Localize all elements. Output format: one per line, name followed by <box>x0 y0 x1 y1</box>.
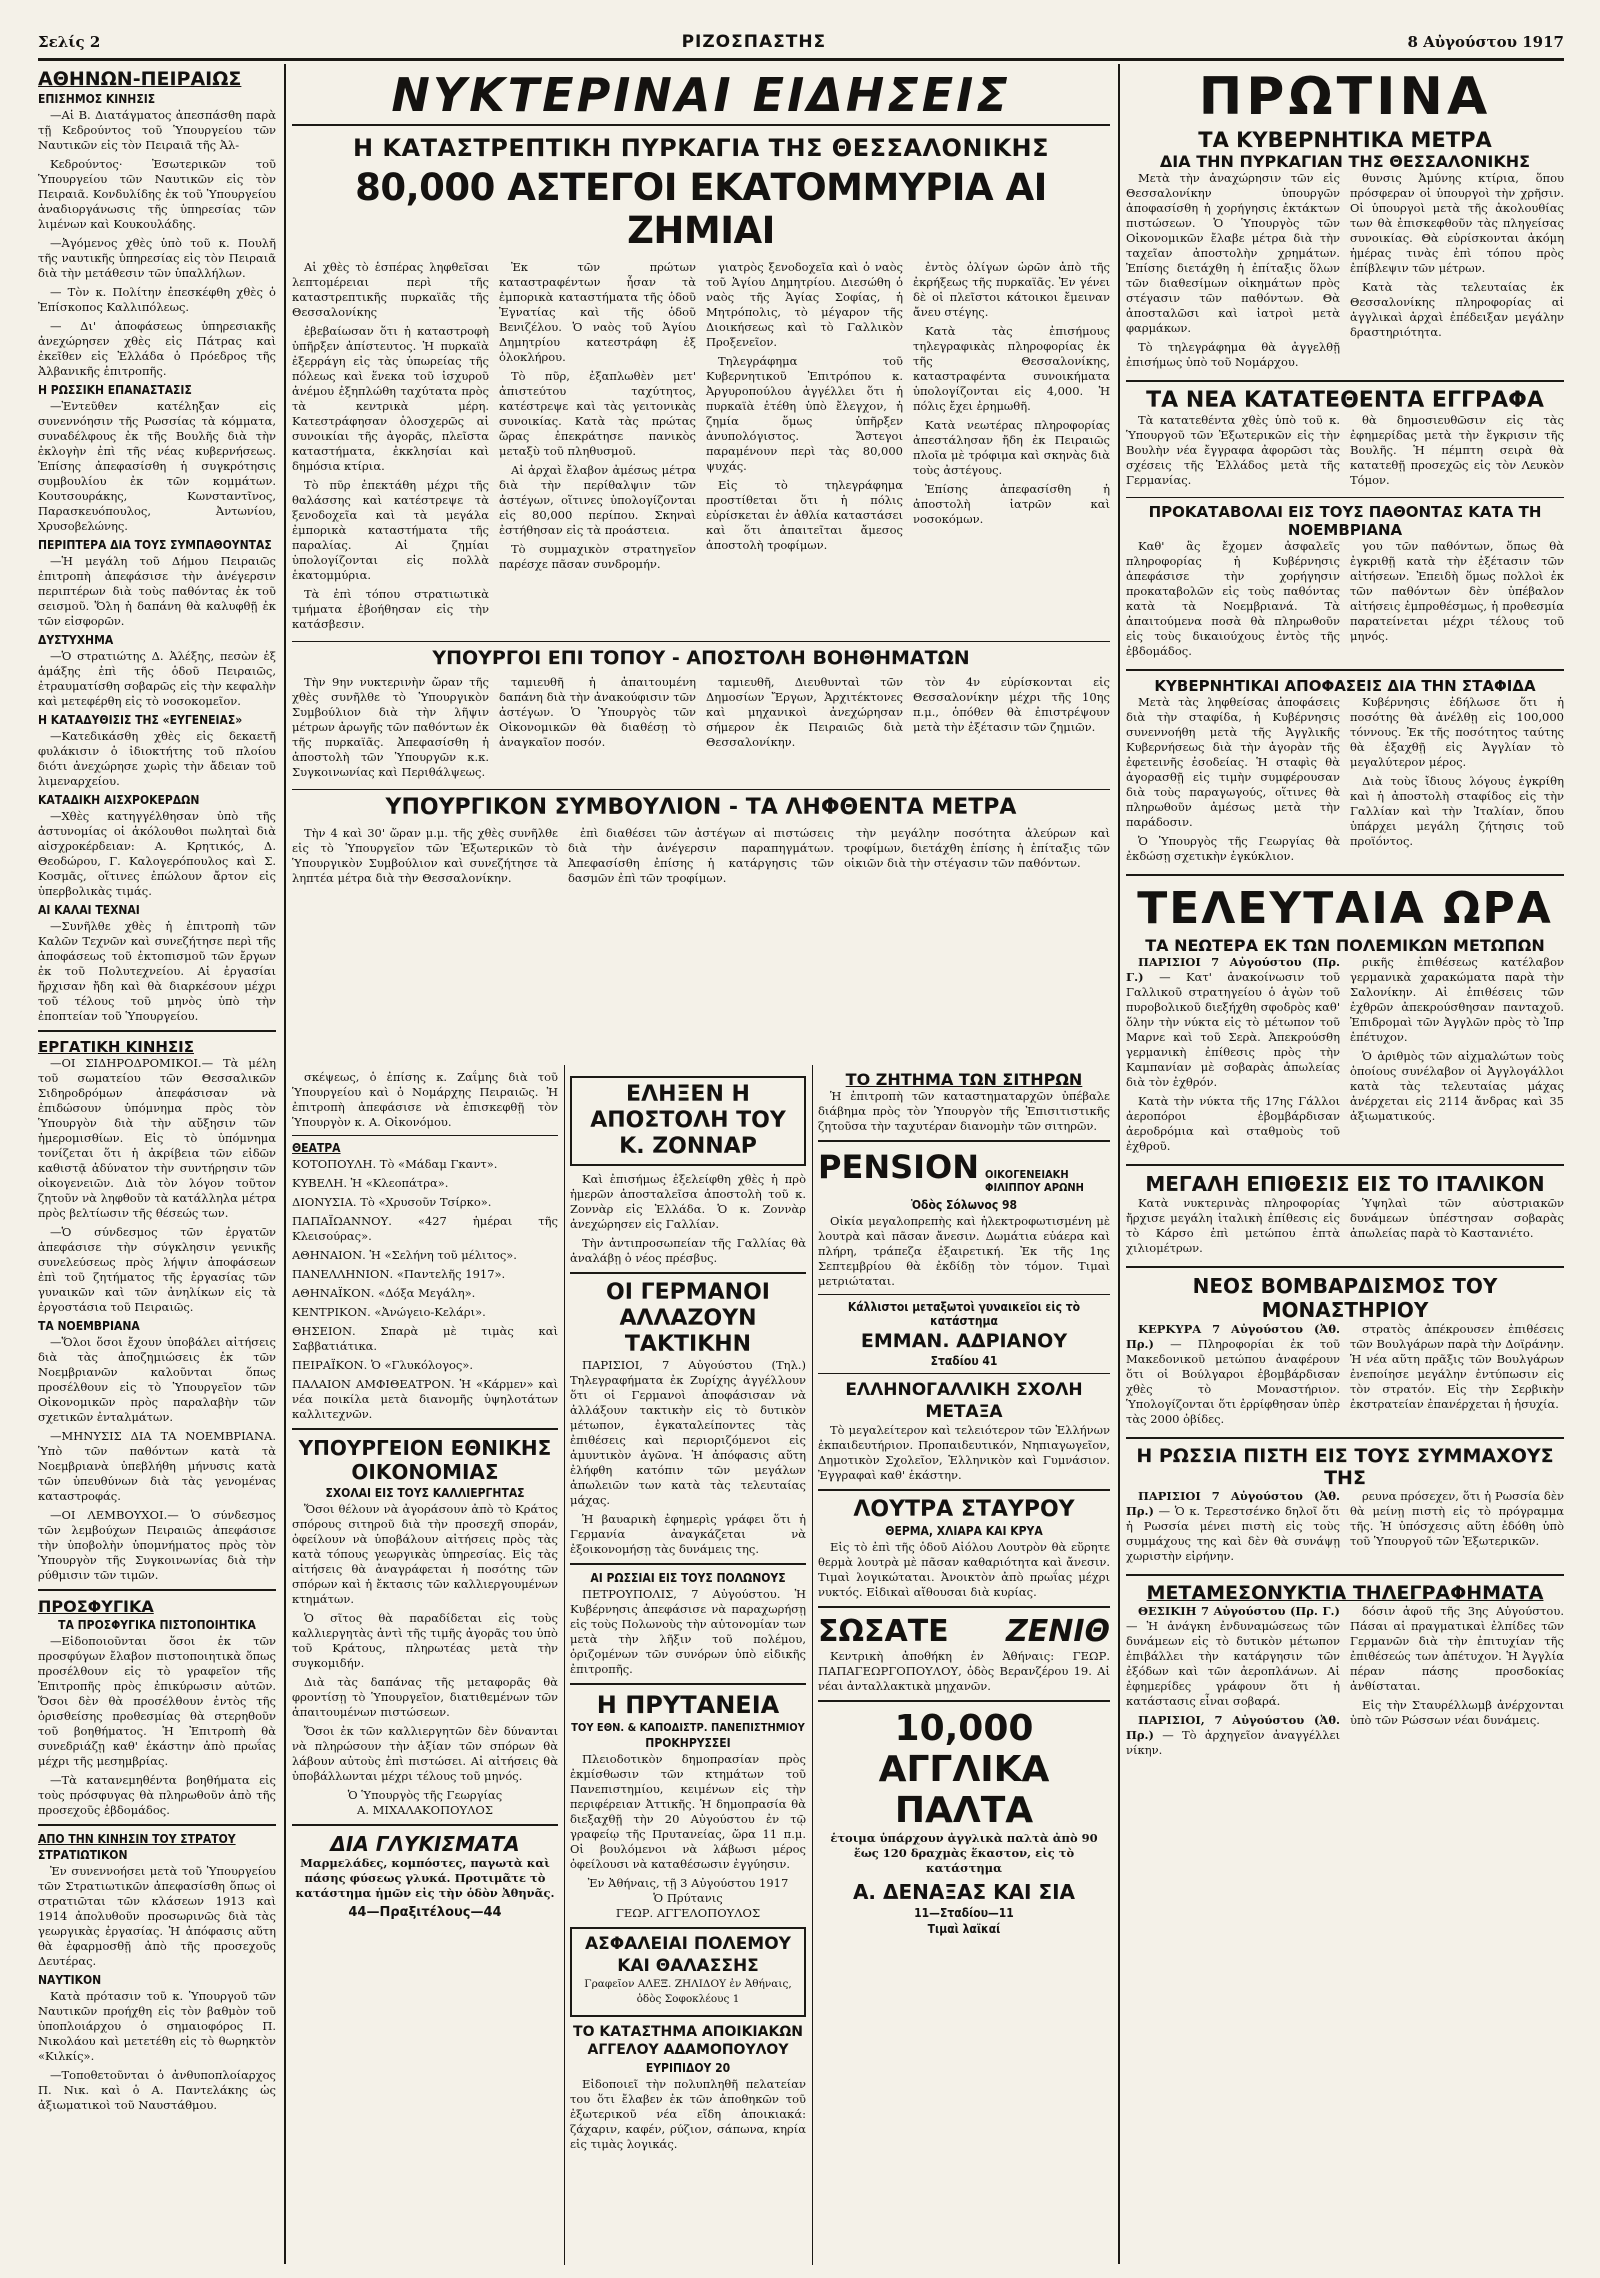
article-text: Κατὰ τὴν νύκτα τῆς 17ης Γάλλοι ἀεροπόροι ἐβομβάρδισαν ἀεροδρόμια καὶ σταθμοὺς τοῦ ἐχθροῦ. <box>1126 1094 1340 1153</box>
subheading: ΣΧΟΛΑΙ ΕΙΣ ΤΟΥΣ ΚΑΛΛΙΕΡΓΗΤΑΣ <box>325 1486 525 1500</box>
article-text: Ἐπίσης ἀπεφασίσθη ἡ ἀποστολὴ ἰατρῶν καὶ νοσοκόμων. <box>913 482 1110 526</box>
article-columns <box>1126 1322 1564 1431</box>
section-divider <box>38 1030 276 1032</box>
article-text: Κατὰ νυκτερινὰς πληροφορίας ἤρχισε μεγάλη ἰταλικὴ ἐπίθεσις εἰς τὸ Κάρσο ἐπὶ μετώπου ἑπτὰ χιλιομέτρων. <box>1126 1196 1340 1255</box>
article-text: ΠΑΡΙΣΙΟΙ, 7 Αὐγούστου (Ἀθ. Πρ.) — Τὸ ἀρχηγεῖον ἀναγγέλλει νίκην. <box>1126 1713 1340 1757</box>
article-text: ταμιευθῆ, Διευθυνταὶ τῶν Δημοσίων Ἔργων, Ἀρχιτέκτονες καὶ μηχανικοὶ ἀνεχώρησαν σήμερον ἐκ Πειραιῶς διὰ Θεσσαλονίκην. <box>706 675 903 749</box>
listing: ΘΗΣΕΙΟΝ. Σπαρὰ μὲ τιμὰς καὶ Σαββατιάτικα. <box>292 1324 558 1353</box>
article-text: ΘΕΣΙΚΙΗ 7 Αὐγούστου (Πρ. Γ.) — Ἡ ἀνάγκη ἐνδυναμώσεως τῶν δυνάμεων εἰς τὸ δυτικὸν μέτωπον ἐπιβάλλει τὴν κατάργησιν τῶν ἐξόδων καὶ τῶν ἀεροπλάνων. Αἱ ἐφημερίδες γράφουν ὅτι ἡ κατάστασις εἶναι σοβαρά. <box>1126 1604 1340 1708</box>
section-divider <box>570 1272 806 1274</box>
article-text: θὰ δημοσιευθῶσιν εἰς τὰς ἐφημερίδας μετὰ τὴν ἔγκρισιν τῆς Βουλῆς. Ἡ πέμπτη σειρὰ θὰ κατατεθῇ προσεχῶς εἰς τὸν Λευκὸν Τόμον. <box>1350 413 1564 487</box>
ad-title: ΕΜΜΑΝ. ΑΔΡΙΑΝΟΥ <box>860 1330 1068 1352</box>
article-text: ἐβεβαίωσαν ὅτι ἡ καταστροφὴ ὑπῆρξεν ἀπίστευτος. Ἡ πυρκαϊὰ ἐξερράγη εἰς τὰς ὑπωρείας τῆς πόλεως καὶ ἕνεκα τοῦ ἰσχυροῦ ἀνέμου ἐξηπλώθη ταχύτατα πρὸς τὰ κεντρικὰ μέρη. Κατεστράφησαν ὁλοσχερῶς αἱ συνοικίαι τῆς ἀγορᾶς, πλεῖστα καταστήματα, ἐκκλησίαι καὶ δημόσια κτίρια. <box>292 324 489 473</box>
article-text: —Ἐντεῦθεν κατέληξαν εἰς συνεννόησιν τῆς Ρωσσίας τὰ κόμματα, συναδέλφους ἐκ τῆς Βουλῆς διὰ τὴν ἐκλογὴν ἐπὶ τῆς νέας κυβερνήσεως. Ἐπίσης ἀπεφασίσθη ἡ συγκρότησις συμβουλίου ἐκ τῶν κομμάτων. Κουτσουράκης, Κωνσταντῖνος, Παρασκευόπουλος, Ἀντωνίου, Χρυσοβελώνης. <box>38 399 276 533</box>
article-text: —ΟΙ ΣΙΔΗΡΟΔΡΟΜΙΚΟΙ.— Τὰ μέλη τοῦ σωματείου τῶν Θεσσαλικῶν Σιδηροδρόμων ἀπεφάσισαν νὰ ἐπιδώσουν ὑπόμνημα πρὸς τὸν Ὑπουργὸν διὰ τὴν αὔξησιν τῶν ἡμερομισθίων. Εἰς τὸ ὑπόμνημα τονίζεται ὅτι ἡ ἀκρίβεια τῶν εἰδῶν καθιστᾷ ἀδύνατον τὴν συντήρησιν τῶν οἰκογενειῶν. Διὰ τὸν λόγον τοῦτον ζητοῦν νὰ ληφθοῦν τὰ κατάλληλα μέτρα πρὸς βελτίωσιν τῆς θέσεώς των. <box>38 1056 276 1220</box>
article-column <box>1126 539 1340 663</box>
article-text: ταμιευθῆ ἡ ἀπαιτουμένη δαπάνη διὰ τὴν ἀνακούφισιν τῶν ἀστέγων. Ὁ Ὑπουργὸς τῶν Οἰκονομικῶν θὰ διαθέσῃ τὸ ἀναγκαῖον ποσόν. <box>499 675 696 749</box>
article-text: Τὸ τηλεγράφημα θὰ ἀγγελθῇ ἐπισήμως ὑπὸ τοῦ Νομάρχου. <box>1126 340 1340 369</box>
article-text: Τὰ κατατεθέντα χθὲς ὑπὸ τοῦ κ. Ὑπουργοῦ τῶν Ἐξωτερικῶν εἰς τὴν Βουλὴν νέα ἔγγραφα ἀφορῶσι τὰς σχέσεις τῆς Ἑλλάδος μετὰ τῆς Γερμανίας. <box>1126 413 1340 487</box>
subheading: ΤΑ ΝΟΕΜΒΡΙΑΝΑ <box>38 1319 140 1333</box>
section-divider <box>1126 497 1564 498</box>
ad-title: ΔΙΑ ΓΛΥΚΙΣΜΑΤΑ <box>330 1832 520 1856</box>
ad-row <box>818 1614 1110 1649</box>
section-title: ΕΡΓΑΤΙΚΗ ΚΙΝΗΣΙΣ <box>38 1038 195 1056</box>
section-title: ΑΘΗΝΩΝ-ΠΕΙΡΑΙΩΣ <box>38 68 242 90</box>
article-text: γιατρὸς ξενοδοχεῖα καὶ ὁ ναὸς τοῦ Ἁγίου Δημητρίου. Διεσώθη ὁ ναὸς τῆς Ἁγίας Σοφίας, ἡ Μητρόπολις, τὸ μέγαρον τῆς Διοικήσεως καὶ τὸ Γαλλικὸν Προξενεῖον. <box>706 260 903 349</box>
ad-brand: ΖΕΝΙΘ <box>1005 1614 1110 1649</box>
headline: ΥΠΟΥΡΓΙΚΟΝ ΣΥΜΒΟΥΛΙΟΝ - ΤΑ ΛΗΦΘΕΝΤΑ ΜΕΤΡΑ <box>385 795 1017 820</box>
article-text: —Κατεδικάσθη χθὲς εἰς δεκαετῆ φυλάκισιν ὁ ἰδιοκτήτης τοῦ πλοίου διότι ἀνεχώρησε χωρὶς τὴν ἄδειαν τοῦ λιμεναρχείου. <box>38 729 276 788</box>
section-divider <box>818 1700 1110 1702</box>
subheading: ΤΟΥ ΕΘΝ. & ΚΑΠΟΔΙΣΤΡ. ΠΑΝΕΠΙΣΤΗΜΙΟΥ <box>571 1721 805 1734</box>
article-text: Αἱ ἀρχαὶ ἔλαβον ἀμέσως μέτρα διὰ τὴν περίθαλψιν τῶν ἀστέγων, οἵτινες ὑπολογίζονται εἰς 80,000 περίπου. Σκηναὶ ἐστήθησαν εἰς τὰ προάστεια. <box>499 463 696 537</box>
ad-address: 11—Σταδίου—11 <box>914 1906 1014 1920</box>
article-text: Ὁ Ὑπουργὸς τῆς Γεωργίας θὰ ἐκδώσῃ σχετικὴν ἐγκύκλιον. <box>1126 834 1340 863</box>
article-text: — Δι' ἀποφάσεως ὑπηρεσιακῆς ἀνεχώρησεν χθὲς εἰς Πάτρας καὶ ἐκεῖθεν εἰς Ἑλλάδα ὁ Πρόεδρος τῆς Ἀλβανικῆς ἐπιτροπῆς. <box>38 319 276 378</box>
ad-subtitle: ΘΕΡΜΑ, ΧΛΙΑΡΑ ΚΑΙ ΚΡΥΑ <box>885 1524 1043 1538</box>
article-column <box>1126 1604 1340 1762</box>
article-column <box>844 826 1110 890</box>
article-column <box>292 675 489 784</box>
section-divider <box>38 1824 276 1826</box>
section-divider <box>292 1135 558 1136</box>
article-columns <box>1126 1604 1564 1762</box>
headline: Η ΠΡΥΤΑΝΕΙΑ <box>596 1691 780 1719</box>
column-divider <box>564 1065 565 2265</box>
article-text: ΠΑΡΙΣΙΟΙ, 7 Αὐγούστου (Τηλ.) Τηλεγραφήματα ἐκ Ζυρίχης ἀγγέλλουν ὅτι οἱ Γερμανοὶ ἀποφάσισαν νὰ ἀλλάξουν τακτικὴν εἰς τὸ δυτικὸν μέτωπον, ἐγκαταλείποντες τὰς ἐπιθέσεις καὶ περιοριζόμενοι εἰς ἀμυντικὸν ἀγῶνα. Ἡ ἀπόφασις αὕτη ἐλήφθη κατόπιν τῶν μεγάλων ἀπωλειῶν των κατὰ τὰς τελευταίας μάχας. <box>570 1358 806 1507</box>
article-text: σκέψεως, ὁ ἐπίσης κ. Ζαΐμης διὰ τοῦ Ὑπουργείου καὶ ὁ Νομάρχης Πειραιῶς. Ἡ ἐπιτροπὴ ἀπεφάσισε νὰ ἐπισκεφθῇ τὸν Ὑπουργὸν κ. Α. Οἰκονόμου. <box>292 1070 558 1129</box>
headline: ΚΥΒΕΡΝΗΤΙΚΑΙ ΑΠΟΦΑΣΕΙΣ ΔΙΑ ΤΗΝ ΣΤΑΦΙΔΑ <box>1154 677 1536 695</box>
subheading: Κάλλιστοι μεταξωτοὶ γυναικεῖοι εἰς τὸ κατάστημα <box>847 1300 1081 1328</box>
article-text: Ὁ ἀριθμὸς τῶν αἰχμαλώτων τοὺς ὁποίους συνέλαβον οἱ Ἀγγλογάλλοι κατὰ τὰς τελευταίας μάχας ἀνέρχεται εἰς 2114 ἄνδρας καὶ 35 ἀξιωματικούς. <box>1350 1049 1564 1123</box>
subheading: ΝΑΥΤΙΚΟΝ <box>38 1973 102 1987</box>
banner-title: ΝΥΚΤΕΡΙΝΑΙ ΕΙΔΗΣΕΙΣ <box>292 66 1110 126</box>
center-left-column <box>292 1070 558 2265</box>
ad-address: 44—Πραξιτέλους—44 <box>348 1905 502 1920</box>
headline: ΜΕΤΑΜΕΣΟΝΥΚΤΙΑ ΤΗΛΕΓΡΑΦΗΜΑΤΑ <box>1146 1582 1544 1604</box>
listing: ΚΕΝΤΡΙΚΟΝ. «Ἀνώγειο-Κελάρι». <box>292 1305 486 1319</box>
subheading: ΣΤΡΑΤΙΩΤΙΚΟΝ <box>38 1848 128 1862</box>
article-columns <box>292 675 1110 784</box>
article-column <box>1126 413 1340 492</box>
subsection-title: ΕΠΙΣΗΜΟΣ ΚΙΝΗΣΙΣ <box>38 92 156 106</box>
issue-date: 8 Αὐγούστου 1917 <box>1407 33 1564 51</box>
section-divider <box>1126 1574 1564 1576</box>
section-divider <box>292 1824 558 1826</box>
ad-brand: Α. ΔΕΝΑΞΑΣ ΚΑΙ ΣΙΑ <box>852 1880 1076 1904</box>
column-divider <box>1118 64 1120 2264</box>
ad-box <box>570 1076 806 1166</box>
subheading: ΘΕΑΤΡΑ <box>292 1141 341 1155</box>
section-divider <box>818 1373 1110 1374</box>
article-text: ἐντὸς ὀλίγων ὡρῶν ἀπὸ τῆς ἐκρήξεως τῆς πυρκαϊᾶς. Ἐν γένει δὲ οἱ πλεῖστοι κάτοικοι ἔμειναν ἄνευ στέγης. <box>913 260 1110 319</box>
section-divider <box>570 1563 806 1565</box>
article-column <box>1350 1322 1564 1431</box>
article-text: Διὰ τὰς δαπάνας τῆς μεταφορᾶς θὰ φροντίσῃ τὸ Ὑπουργεῖον, διατιθεμένων τῶν ἀπαιτουμένων πιστώσεων. <box>292 1675 558 1719</box>
article-column <box>913 675 1110 784</box>
ad-note: Τιμαὶ λαϊκαί <box>927 1922 1001 1936</box>
center-right-column <box>818 1070 1110 2265</box>
article-text: —Τοποθετοῦνται ὁ ἀνθυποπλοίαρχος Π. Νικ. καὶ ὁ Α. Παντελάκης ὡς ἀξιωματικοὶ τοῦ Ναυστάθμου. <box>38 2068 276 2112</box>
headline: ΤΟ ΖΗΤΗΜΑ ΤΩΝ ΣΙΤΗΡΩΝ <box>845 1070 1083 1089</box>
article-text: Μετὰ τὰς ληφθείσας ἀποφάσεις διὰ τὴν σταφίδα, ἡ Κυβέρνησις συνεννοήθη μετὰ τῆς Ἀγγλικῆς Κυβερνήσεως διὰ τὴν ἀγορὰν τῆς ἐφετεινῆς ἐσοδείας. Ἡ σταφὶς θὰ ἀγορασθῇ εἰς τιμὴν συμφέρουσαν διὰ τοὺς παραγωγούς, οἵτινες θὰ πληρωθοῦν ἀμέσως μετὰ τὴν παράδοσιν. <box>1126 695 1340 829</box>
article-text: Κατὰ τὰς ἐπισήμους τηλεγραφικὰς πληροφορίας ἐκ τῆς Θεσσαλονίκης, καταστραφέντα συνοικήματα ὑπολογίζονται εἰς 4,000. Ἡ πόλις ἔχει ἐρημωθῆ. <box>913 324 1110 413</box>
article-text: Τὸ μεγαλείτερον καὶ τελειότερον τῶν Ἑλλήνων ἐκπαιδευτήριον. Προπαιδευτικόν, Νηπιαγωγεῖον, Δημοτικὸν Σχολεῖον, Ἑλληνικὸν καὶ Γυμνάσιον. Ἐγγραφαὶ καθ' ἑκάστην. <box>818 1423 1110 1482</box>
article-text: —ΟΙ ΛΕΜΒΟΥΧΟΙ.— Ὁ σύνδεσμος τῶν λεμβούχων Πειραιῶς ἀπεφάσισε τὴν ὑποβολὴν ὑπομνήματος πρὸς τὸν Ὑπουργὸν τῆς Συγκοινωνίας διὰ τὴν ρύθμισιν τῶν τιμῶν. <box>38 1508 276 1582</box>
article-text: — Τὸν κ. Πολίτην ἐπεσκέφθη χθὲς ὁ Ἐπίσκοπος Καλλιπόλεως. <box>38 285 276 314</box>
article-column <box>499 260 696 636</box>
article-text: ΚΕΡΚΥΡΑ 7 Αὐγούστου (Ἀθ. Πρ.) — Πληροφορίαι ἐκ τοῦ Μακεδονικοῦ μετώπου ἀναφέρουν ὅτι οἱ Βούλγαροι ἐβομβάρδισαν χθὲς τὸ Μοναστήριον. Ὑπολογίζονται ὅτι ἐρρίφθησαν ὑπὲρ τὰς 2000 ὀβίδες. <box>1126 1322 1340 1426</box>
subheading: ΑΠΟ ΤΗΝ ΚΙΝΗΣΙΝ ΤΟΥ ΣΤΡΑΤΟΥ <box>38 1832 236 1846</box>
article-text: Κυβέρνησις ἐδήλωσε ὅτι ἡ ποσότης θὰ ἀνέλθῃ εἰς 100,000 τόννους. Ἐκ τῆς ποσότητος ταύτης θὰ ἐξαχθῇ εἰς Ἀγγλίαν τὸ μεγαλύτερον μέρος. <box>1350 695 1564 769</box>
article-text: Τὴν 9ην νυκτερινὴν ὥραν τῆς χθὲς συνῆλθε τὸ Ὑπουργικὸν Συμβούλιον διὰ τὴν λῆψιν μέτρων ἀρωγῆς τῶν παθόντων ἐκ τῆς πυρκαϊᾶς. Ἀπεφασίσθη ἡ ἀποστολὴ τῶν Ὑπουργῶν κ.κ. Συγκοινωνίας καὶ Περιθάλψεως. <box>292 675 489 779</box>
article-text: Τὴν 4 καὶ 30' ὥραν μ.μ. τῆς χθὲς συνῆλθε εἰς τὸ Ὑπουργεῖον τῶν Ἐξωτερικῶν τὸ Ὑπουργικὸν Συμβούλιον καὶ συνεζήτησε τὰ ληπτέα μέτρα διὰ τὴν Θεσσαλονίκην. <box>292 826 558 885</box>
article-text: ρευνα πρόσεχεν, ὅτι ἡ Ρωσσία δὲν θὰ μείνῃ πιστὴ εἰς τὸ πρόγραμμα τῆς. Ἡ ὑπόσχεσις αὕτη ἐδόθη ὑπὸ τοῦ Ὑπουργοῦ τῶν Ἐξωτερικῶν. <box>1350 1489 1564 1548</box>
subheading: ΚΑΤΑΔΙΚΗ ΑΙΣΧΡΟΚΕΡΔΩΝ <box>38 793 200 807</box>
article-text: Κατὰ νεωτέρας πληροφορίας ἀπεστάλησαν ἤδη ἐκ Πειραιῶς πλοῖα μὲ τρόφιμα καὶ σκηνὰς διὰ τοὺς ἀστέγους. <box>913 418 1110 477</box>
section-title: ΠΡΩΤΙΝΑ <box>1198 67 1492 127</box>
article-text: ρικῆς ἐπιθέσεως κατέλαβον γερμανικὰ χαρακώματα παρὰ τὴν Σαλονίκην. Αἱ ἐπιθέσεις τῶν ἐχθρῶν ἀπεκρούσθησαν πανταχοῦ. Ἐπιδρομαὶ τῶν Ἀγγλῶν πρὸς τὸ Ἰπρ ἐπέτυχον. <box>1350 955 1564 1044</box>
section-divider <box>1126 380 1564 382</box>
article-text: Καὶ ἐπισήμως ἐξελείφθη χθὲς ἡ πρὸ ἡμερῶν ἀποσταλεῖσα ἀποστολὴ τοῦ κ. Ζοννὰρ εἰς Ἑλλάδα. Ὁ κ. Ζοννὰρ ἀνεχώρησεν εἰς Γαλλίαν. <box>570 1172 806 1231</box>
article-text: τὴν μεγάλην ποσότητα ἀλεύρων καὶ τροφίμων, διετάχθη ἐπίσης ἡ ἐπίταξις τῶν οἰκιῶν διὰ τὴν στέγασιν τῶν παθόντων. <box>844 826 1110 870</box>
article-text: —Ὁ σύνδεσμος τῶν ἐργατῶν ἀπεφάσισε τὴν σύγκλησιν γενικῆς συνελεύσεως πρὸς λήψιν ἀποφάσεων ἐπὶ τοῦ ζητήματος τῆς ἐργασίας τῶν γυναικῶν καὶ τῶν ἀνηλίκων εἰς τὰ ἐργοστάσια τοῦ Πειραιῶς. <box>38 1225 276 1314</box>
article-column <box>1126 1322 1340 1431</box>
article-text: στρατὸς ἀπέκρουσεν ἐπιθέσεις τῶν Βουλγάρων παρὰ τὴν Δοϊράνην. Ἡ νέα αὕτη πρᾶξις τῶν Βουλγάρων ἐνεποίησε μεγάλην ἐντύπωσιν εἰς τὸν στρατόν. Εἰς τὴν Σερβικὴν ἐκστρατείαν ἐπανέρχεται ἡ ἡσυχία. <box>1350 1322 1564 1411</box>
section-divider <box>292 1428 558 1430</box>
section-divider <box>818 1294 1110 1295</box>
section-divider <box>292 641 1110 642</box>
ad-title: PENSION <box>818 1148 980 1186</box>
article-column <box>499 675 696 784</box>
article-column <box>1126 695 1340 868</box>
article-text: ἐπὶ διαθέσει τῶν ἀστέγων αἱ πιστώσεις διὰ τὴν ἀνέγερσιν παραπηγμάτων. Ἀπεφασίσθη ἐπίσης ἡ κατάργησις τῶν δασμῶν ἐπὶ τῶν τροφίμων. <box>568 826 834 885</box>
headline: ΠΡΟΚΑΤΑΒΟΛΑΙ ΕΙΣ ΤΟΥΣ ΠΑΘΟΝΤΑΣ ΚΑΤΑ ΤΗ ΝΟΕΜΒΡΙΑΝΑ <box>1148 503 1542 539</box>
article-column <box>913 260 1110 636</box>
subheading: ΔΥΣΤΥΧΗΜΑ <box>38 633 114 647</box>
article-text: Ὅσοι θέλουν νὰ ἀγοράσουν ἀπὸ τὸ Κράτος σπόρους σιτηροῦ διὰ τὴν προσεχῆ σποράν, ὀφείλουν νὰ ὑποβάλουν αἰτήσεις πρὸς τὰς κατὰ τόπους γεωργικὰς ὑπηρεσίας. Εἰς τὰς αἰτήσεις θὰ ἀναγράφεται ἡ ποσότης τῶν σπόρων καὶ ἡ ἔκτασις τῶν καλλιεργουμένων κτημάτων. <box>292 1502 558 1606</box>
article-column <box>1126 1196 1340 1260</box>
ad-text: ἑτοιμα ὑπάρχουν ἀγγλικὰ παλτὰ ἀπὸ 90 ἕως 120 δραχμὰς ἕκαστον, εἰς τὸ κατάστημα <box>830 1831 1098 1875</box>
article-text: ΠΕΤΡΟΥΠΟΛΙΣ, 7 Αὐγούστου. Ἡ Κυβέρνησις ἀπεφάσισε νὰ παραχωρήσῃ εἰς τοὺς Πολωνοὺς τὴν αὐτονομίαν των μετὰ τὴν λῆξιν τοῦ πολέμου, ὁριζομένων τῶν συνόρων ὑπὸ εἰδικῆς ἐπιτροπῆς. <box>570 1587 806 1676</box>
article-text: ΠΑΡΙΣΙΟΙ 7 Αὐγούστου (Πρ. Γ.) — Κατ' ἀνακοίνωσιν τοῦ Γαλλικοῦ στρατηγείου ὁ ἀγὼν τοῦ πυροβολικοῦ διεξήχθη σφοδρὸς καθ' ὅλην τὴν νύκτα εἰς τὸ μέτωπον τοῦ Μαρνε καὶ τοῦ Σερὰ. Ἀπεκρούσθη γερμανικὴ ἐπίθεσις πρὸς τὴν Καμπανίαν μὲ σοβαρὰς ἀπωλείας διὰ τὸν ἐχθρόν. <box>1126 955 1340 1089</box>
article-text: Τὸ συμμαχικὸν στρατηγεῖον παρέσχε πᾶσαν συνδρομήν. <box>499 542 696 571</box>
center-mid-column <box>570 1070 806 2265</box>
subheading: ΑΙ ΡΩΣΣΙΑΙ ΕΙΣ ΤΟΥΣ ΠΟΛΩΝΟΥΣ <box>590 1571 786 1585</box>
listing: ΠΑΛΑΙΟΝ ΑΜΦΙΘΕΑΤΡΟΝ. Ἡ «Κάρμεν» καὶ νέα ποικίλα μετὰ διανομῆς ὑψηλοτάτων καλλιτεχνῶν. <box>292 1377 558 1421</box>
ad-text: Μαρμελάδες, κομπόστες, παγωτὰ καὶ πάσης φύσεως γλυκά. Προτιμᾶτε τὸ κατάστημα ἡμῶν εἰς τὴν ὁδὸν Ἀθηνᾶς. <box>295 1856 555 1900</box>
headline: ΟΙ ΓΕΡΜΑΝΟΙ ΑΛΛΑΖΟΥΝ ΤΑΚΤΙΚΗΝ <box>606 1280 770 1357</box>
masthead-rule <box>38 58 1564 61</box>
section-divider <box>1126 669 1564 671</box>
listing: ΑΘΗΝΑΪΚΟΝ. «Δόξα Μεγάλη». <box>292 1286 476 1300</box>
article-text: Τὴν ἀντιπροσωπείαν τῆς Γαλλίας θὰ ἀναλάβῃ ὁ νέος πρέσβυς. <box>570 1236 806 1265</box>
subheading: ΑΙ ΚΑΛΑΙ ΤΕΧΝΑΙ <box>38 903 140 917</box>
headline: ΜΕΓΑΛΗ ΕΠΙΘΕΣΙΣ ΕΙΣ ΤΟ ΙΤΑΛΙΚΟΝ <box>1145 1172 1545 1196</box>
article-columns <box>1126 1196 1564 1260</box>
ad-title: 10,000 ΑΓΓΛΙΚΑ ΠΑΛΤΑ <box>878 1708 1050 1831</box>
article-text: γου τῶν παθόντων, ὅπως θὰ ἐγκριθῇ κατὰ τὴν ἐξέτασιν τῶν αἰτήσεων. Ἐπειδὴ ὅμως πολλοὶ ἐκ τῶν παθόντων δὲν ὑπέβαλον αἰτήσεις ἐμπροθέσμως, ἡ προθεσμία παρατείνεται μέχρι τέλους τοῦ μηνός. <box>1350 539 1564 643</box>
section-divider <box>818 1140 1110 1142</box>
ad-text: Γραφεῖον ΑΛΕΞ. ΖΗΛΙΔΟΥ ἐν Ἀθήναις, ὁδὸς Σοφοκλέους 1 <box>584 1978 792 2005</box>
subheading: ΠΕΡΙΠΤΕΡΑ ΔΙΑ ΤΟΥΣ ΣΥΜΠΑΘΟΥΝΤΑΣ <box>38 538 272 552</box>
ad-title: ΕΛΗΞΕΝ Η ΑΠΟΣΤΟΛΗ ΤΟΥ Κ. ΖΟΝΝΑΡ <box>590 1082 786 1159</box>
article-text: Εἰδοποιεῖ τὴν πολυπληθῆ πελατείαν του ὅτι ἔλαβεν ἐκ τῶν ἀποθηκῶν τοῦ ἐξωτερικοῦ νέα εἴδη ἀποικιακά: ζάχαριν, καφέν, ρύζιον, σάπωνα, κηρία εἰς τιμὰς λογικάς. <box>570 2077 806 2151</box>
article-column <box>1126 1489 1340 1568</box>
article-text: Τηλεγράφημα τοῦ Κυβερνητικοῦ Ἐπιτρόπου κ. Ἀργυροπούλου ἀγγέλλει ὅτι ἡ πυρκαϊὰ ἐτέθη ὑπὸ ἔλεγχον, ἡ ζημία ὅμως ὑπῆρξεν ἀνυπολόγιστος. Ἄστεγοι παραμένουν περὶ τὰς 80,000 ψυχάς. <box>706 354 903 473</box>
article-columns <box>1126 539 1564 663</box>
headline: ΤΑ ΚΥΒΕΡΝΗΤΙΚΑ ΜΕΤΡΑ <box>1198 128 1492 152</box>
signature: Ὁ Ὑπουργὸς τῆς Γεωργίας Α. ΜΙΧΑΛΑΚΟΠΟΥΛΟΣ <box>347 1788 503 1817</box>
article-text: τὸν 4ν εὑρίσκονται εἰς Θεσσαλονίκην μέχρι τῆς 10ης π.μ., ὁπόθεν θὰ ἐπιστρέψουν μετὰ τὴν ἐξέτασιν τῶν ζημιῶν. <box>913 675 1110 734</box>
subheading: ΤΑ ΠΡΟΣΦΥΓΙΚΑ ΠΙΣΤΟΠΟΙΗΤΙΚΑ <box>58 1618 256 1632</box>
ministry-title: ΥΠΟΥΡΓΕΙΟΝ ΕΘΝΙΚΗΣ ΟΙΚΟΝΟΜΙΑΣ <box>298 1436 552 1484</box>
headline: Η ΚΑΤΑΣΤΡΕΠΤΙΚΗ ΠΥΡΚΑΓΙΑ ΤΗΣ ΘΕΣΣΑΛΟΝΙΚΗΣ <box>352 134 1050 162</box>
article-text: —ΜΗΝΥΣΙΣ ΔΙΑ ΤΑ ΝΟΕΜΒΡΙΑΝΑ. Ὑπὸ τῶν παθόντων κατὰ τὰ Νοεμβριανὰ ὑπεβλήθη μήνυσις κατὰ τῶν ὑπευθύνων διὰ τὰς γενομένας καταστροφάς. <box>38 1429 276 1503</box>
subheading: Η ΚΑΤΑΔΥΘΙΣΙΣ ΤΗΣ «ΕΥΓΕΝΕΙΑΣ» <box>38 713 243 727</box>
section-title: ΠΡΟΣΦΥΓΙΚΑ <box>38 1597 154 1616</box>
article-text: Ἐκ τῶν πρώτων καταστραφέντων ἦσαν τὰ ἐμπορικὰ καταστήματα τῆς ὁδοῦ Ἐγνατίας καὶ τῆς ὁδοῦ Βενιζέλου. Ὁ ναὸς τοῦ Ἁγίου Δημητρίου κατεστράφη ἐξ ὁλοκλήρου. <box>499 260 696 364</box>
listing: ΠΑΝΕΛΛΗΝΙΟΝ. «Παντελῆς 1917». <box>292 1267 506 1281</box>
article-text: Εἰς τὸ ἐπὶ τῆς ὁδοῦ Αἰόλου Λουτρὸν θὰ εὕρητε θερμὰ λουτρὰ μὲ πᾶσαν καθαριότητα καὶ ἄνεσιν. Τιμαὶ λογικώταται. Ἀνοικτὸν ἀπὸ πρωΐας μέχρι νυκτός. Εἰδικαὶ αἴθουσαι διὰ κυρίας. <box>818 1540 1110 1599</box>
article-text: Ὅσοι ἐκ τῶν καλλιεργητῶν δὲν δύνανται νὰ πληρώσουν τὴν ἀξίαν τῶν σπόρων θὰ λάβουν αὐτοὺς ἐπὶ πιστώσει. Αἱ αἰτήσεις θὰ ὑποβάλλωνται μέχρι τέλους τοῦ μηνός. <box>292 1724 558 1783</box>
article-text: Ἡ ἐπιτροπὴ τῶν καταστηματαρχῶν ὑπέβαλε διάβημα πρὸς τὸν Ὑπουργὸν τῆς Ἐπισιτιστικῆς ζητοῦσα τὴν ταχυτέραν διανομὴν τῶν σιτηρῶν. <box>818 1089 1110 1133</box>
article-text: Ἡ βαυαρικὴ ἐφημερὶς γράφει ὅτι ἡ Γερμανία ἀναγκάζεται νὰ ἐξοικονομήσῃ τὰς δυνάμεις της. <box>570 1512 806 1556</box>
listing: ΔΙΟΝΥΣΙΑ. Τὸ «Χρυσοῦν Τσίρκο». <box>292 1195 492 1209</box>
article-columns <box>292 260 1110 636</box>
ad-box <box>570 1927 806 2017</box>
article-text: θυνσις Ἀμύνης κτίρια, ὅπου πρόσφεραν οἱ ὑπουργοὶ τὴν χρῆσιν. Οἱ ὑπουργοὶ μετὰ τῆς ἀκολουθίας των θὰ ἐπισκεφθοῦν τὰς πληγείσας συνοικίας. Θὰ εὑρίσκονται ἀκόμη ἡμέρας τινὰς ἐπὶ τόπου πρὸς ἐπίβλεψιν τῶν μέτρων. <box>1350 171 1564 275</box>
article-text: —Τὰ κατανεμηθέντα βοηθήματα εἰς τοὺς πρόσφυγας θὰ πληρωθοῦν ἀπὸ τῆς προσεχοῦς ἑβδομάδος. <box>38 1773 276 1817</box>
headline: ΥΠΟΥΡΓΟΙ ΕΠΙ ΤΟΠΟΥ - ΑΠΟΣΤΟΛΗ ΒΟΗΘΗΜΑΤΩΝ <box>432 647 970 669</box>
article-column <box>1350 955 1564 1158</box>
article-column <box>1350 1196 1564 1260</box>
section-title: ΤΕΛΕΥΤΑΙΑ ΩΡΑ <box>1137 883 1553 934</box>
article-text: Ὁ σῖτος θὰ παραδίδεται εἰς τοὺς καλλιεργητὰς ἀντὶ τῆς τιμῆς ἀγορᾶς του ὑπὸ τοῦ Κράτους, πληρωτέας μετὰ τὴν συγκομιδήν. <box>292 1611 558 1670</box>
article-column <box>1350 413 1564 492</box>
article-text: —Αἱ Β. Διατάγματος ἀπεσπάσθη παρὰ τῇ Κεδρούντος τοῦ Ὑπουργείου τῶν Ναυτικῶν εἰς τὸν Πειραιᾶ τῆς Ἀλ- <box>38 108 276 152</box>
subheadline: ΔΙΑ ΤΗΝ ΠΥΡΚΑΓΙΑΝ ΤΗΣ ΘΕΣΣΑΛΟΝΙΚΗΣ <box>1159 152 1531 171</box>
section-divider <box>38 1589 276 1591</box>
article-text: Κατὰ τὰς τελευταίας ἐκ Θεσσαλονίκης πληροφορίας αἱ ἀγγλικαὶ ἀρχαὶ ἐπέδειξαν μεγάλην δραστηριότητα. <box>1350 280 1564 339</box>
article-column <box>706 260 903 636</box>
signature: Ἐν Ἀθήναις, τῇ 3 Αὐγούστου 1917 Ὁ Πρύτανις ΓΕΩΡ. ΑΓΓΕΛΟΠΟΥΛΟΣ <box>587 1876 789 1920</box>
right-column <box>1126 66 1564 2266</box>
article-text: Πλειοδοτικὸν δημοπρασίαν πρὸς ἐκμίσθωσιν τῶν κτημάτων τοῦ Πανεπιστημίου, κειμένων εἰς τὴν περιφέρειαν Ἀττικῆς. Ἡ δημοπρασία θὰ διεξαχθῇ τὴν 20 Αὐγούστου ἐν τῷ γραφείῳ τῆς Πρυτανείας, ὥρα 11 π.μ. Οἱ βουλόμενοι νὰ λάβωσι μέρος ὀφείλουσι νὰ καταθέσωσιν ἐγγύησιν. <box>570 1752 806 1871</box>
article-columns <box>1126 413 1564 492</box>
article-text: Ἐν συνεννοήσει μετὰ τοῦ Ὑπουργείου τῶν Στρατιωτικῶν ἀπεφασίσθη ὅπως οἱ στρατιῶται τῶν κλάσεων 1913 καὶ 1914 ἀπολυθοῦν προσωρινῶς διὰ τὰς γεωργικὰς ἐργασίας. Ἡ ἀπόφασις αὕτη θὰ ἐφαρμοσθῇ ἀπὸ τῆς προσεχοῦς Δευτέρας. <box>38 1864 276 1968</box>
article-text: —Ὁ στρατιώτης Δ. Ἀλέξης, πεσὼν ἐξ ἁμάξης ἐπὶ τῆς ὁδοῦ Πειραιῶς, ἐτραυματίσθη σοβαρῶς εἰς τὴν κεφαλὴν καὶ μετεφέρθη εἰς τὸ νοσοκομεῖον. <box>38 649 276 708</box>
article-columns <box>292 826 1110 890</box>
ad-address: Ὁδὸς Σόλωνος 98 <box>910 1198 1018 1212</box>
article-text: ΠΑΡΙΣΙΟΙ 7 Αὐγούστου (Ἀθ. Πρ.) — Ὁ κ. Τερεστσένκο δηλοῖ ὅτι ἡ Ρωσσία μένει πιστὴ εἰς τοὺς συμμάχους της καὶ δὲν θὰ συνάψῃ χωριστὴν εἰρήνην. <box>1126 1489 1340 1563</box>
headline: Η ΡΩΣΣΙΑ ΠΙΣΤΗ ΕΙΣ ΤΟΥΣ ΣΥΜΜΑΧΟΥΣ ΤΗΣ <box>1136 1445 1554 1489</box>
ad-title: ΕΛΛΗΝΟΓΑΛΛΙΚΗ ΣΧΟΛΗ ΜΕΤΑΞΑ <box>845 1380 1083 1422</box>
article-text: Κεντρικὴ ἀποθήκη ἐν Ἀθήναις: ΓΕΩΡ. ΠΑΠΑΓΕΩΡΓΟΠΟΥΛΟΥ, ὁδὸς Βερανζέρου 19. Αἱ νέαι ἀνταλλακτικὰ μηχανῶν. <box>818 1649 1110 1693</box>
section-divider <box>570 1683 806 1685</box>
section-divider <box>1126 1437 1564 1439</box>
article-text: —Εἰδοποιοῦνται ὅσοι ἐκ τῶν προσφύγων ἔλαβον πιστοποιητικὰ ὅπως προσέλθουν εἰς τὸ γραφεῖον τῆς Ἐπιτροπῆς πρὸς ἐπικύρωσιν αὐτῶν. Ὅσοι δὲν θὰ προσέλθουν ἐντὸς τῆς ὁρισθείσης προθεσμίας θὰ στερηθοῦν τοῦ βοηθήματος. Ἡ Ἐπιτροπὴ θὰ συνεδριάζῃ καθ' ἑκάστην ἀπὸ πρωΐας μέχρι τῆς μεσημβρίας. <box>38 1634 276 1768</box>
ad-title: ΛΟΥΤΡΑ ΣΤΑΥΡΟΥ <box>853 1497 1075 1522</box>
article-column <box>706 675 903 784</box>
column-divider <box>812 1065 813 2265</box>
section-divider <box>1126 874 1564 876</box>
subheadline: ΤΑ ΝΕΩΤΕΡΑ ΕΚ ΤΩΝ ΠΟΛΕΜΙΚΩΝ ΜΕΤΩΠΩΝ <box>1145 936 1545 955</box>
ad-header <box>818 1148 1110 1196</box>
section-divider <box>292 789 1110 790</box>
newspaper-name: ΡΙΖΟΣΠΑΣΤΗΣ <box>681 32 827 52</box>
article-text: Κεδρούντος· Ἐσωτερικῶν τοῦ Ὑπουργείου τῶν Ναυτικῶν εἰς τὸν Πειραιᾶ. Κονδυλίδης ἐκ τοῦ Ὑπουργείου ἀναδιοργάνωσις τῆς ὑπηρεσίας τῶν λιμένων καὶ Κουκουλάδης. <box>38 157 276 231</box>
section-divider <box>1126 1164 1564 1166</box>
listing: ΚΥΒΕΛΗ. Ἡ «Κλεοπάτρα». <box>292 1176 449 1190</box>
article-column <box>1350 1489 1564 1568</box>
article-column <box>1350 1604 1564 1762</box>
article-text: Κατὰ πρότασιν τοῦ κ. Ὑπουργοῦ τῶν Ναυτικῶν προήχθη εἰς τὸν βαθμὸν τοῦ ὑποπλοιάρχου ὁ σημαιοφόρος Π. Νικολάου καὶ μετετέθη εἰς τὸ θωρηκτὸν «Κιλκίς». <box>38 1989 276 2063</box>
headline: ΤΑ ΝΕΑ ΚΑΤΑΤΕΘΕΝΤΑ ΕΓΓΡΑΦΑ <box>1146 388 1544 413</box>
listing: ΑΘΗΝΑΙΟΝ. Ἡ «Σελήνη τοῦ μέλιτος». <box>292 1248 517 1262</box>
column-divider <box>284 64 286 2264</box>
article-column <box>568 826 834 890</box>
headline: ΝΕΟΣ ΒΟΜΒΑΡΔΙΣΜΟΣ ΤΟΥ ΜΟΝΑΣΤΗΡΙΟΥ <box>1192 1274 1498 1322</box>
article-column <box>292 826 558 890</box>
article-text: Καθ' ἃς ἔχομεν ἀσφαλεῖς πληροφορίας ἡ Κυβέρνησις ἀπεφάσισε τὴν χορήγησιν προκαταβολῶν εἰς τοὺς παθόντας κατὰ τὰ Νοεμβριανά. Τὰ ἀπαιτούμενα ποσὰ θὰ πληρωθοῦν εἰς τοὺς δικαιούχους ἐντὸς τῆς ἑβδομάδος. <box>1126 539 1340 658</box>
article-columns <box>1126 955 1564 1158</box>
article-columns <box>1126 1489 1564 1568</box>
ad-address: Σταδίου 41 <box>930 1354 998 1368</box>
article-text: Εἰς τὸ τηλεγράφημα προστίθεται ὅτι ἡ πόλις εὑρίσκεται ἐν ἀθλία καταστάσει καὶ ὅτι ἀπαιτεῖται ἄμεσος ἀποστολὴ τροφίμων. <box>706 478 903 552</box>
article-column <box>1350 695 1564 868</box>
article-column <box>1126 171 1340 374</box>
article-text: Εἰς τὴν Σταυρέλλωμβ ἀνέρχονται ὑπὸ τῶν Ρώσσων νέαι δυνάμεις. <box>1350 1698 1564 1727</box>
center-top <box>292 66 1110 1066</box>
masthead <box>38 28 1564 56</box>
listing: ΠΕΙΡΑΪΚΟΝ. Ὁ «Γλυκόλογος». <box>292 1358 474 1372</box>
ad-address: ΕΥΡΙΠΙΔΟΥ 20 <box>645 2061 731 2075</box>
article-column <box>1350 539 1564 663</box>
article-text: Διὰ τοὺς ἴδιους λόγους ἐγκρίθη καὶ ἡ ἀποστολὴ σταφίδος εἰς τὴν Γαλλίαν καὶ τὴν Ἰταλίαν, ὅπου ὑπάρχει μεγάλη ζήτησις τοῦ προϊόντος. <box>1350 774 1564 848</box>
ad-subtitle: ΟΙΚΟΓΕΝΕΙΑΚΗ ΦΙΛΙΠΠΟΥ ΑΡΩΝΗ <box>985 1168 1084 1194</box>
article-text: δόσιν ἀφοῦ τῆς 3ης Αὐγούστου. Πάσαι αἱ πραγματικαὶ ἐλπίδες τῶν Γερμανῶν διὰ τὴν ἐπιτυχίαν τῆς ἐπιθέσεώς των ἀπέτυχον. Ἡ Ἀγγλία πέραν πάσης προσδοκίας ἀνθίσταται. <box>1350 1604 1564 1693</box>
article-text: Οἰκία μεγαλοπρεπὴς καὶ ἠλεκτροφωτισμένη μὲ λουτρὰ καὶ πᾶσαν ἄνεσιν. Δωμάτια εὐάερα καὶ πλήρη, τράπεζα ἐξαιρετική. Ἐκ τῆς 1ης Σεπτεμβρίου θὰ ἐκδίδῃ τὸν τόμον. Τιμαὶ μετριώταται. <box>818 1214 1110 1288</box>
listing: ΚΟΤΟΠΟΥΛΗ. Τὸ «Μάδαμ Γκαντ». <box>292 1157 498 1171</box>
article-column <box>1126 955 1340 1158</box>
article-text: Τὸ πῦρ, ἐξαπλωθὲν μετ' ἀπιστεύτου ταχύτητος, κατέστρεψε καὶ τὰς γειτονικὰς συνοικίας. Κατὰ τὰς πρώτας ὥρας ἐπεκράτησε πανικὸς μεταξὺ τοῦ πληθυσμοῦ. <box>499 369 696 458</box>
article-text: —Ὅλοι ὅσοι ἔχουν ὑποβάλει αἰτήσεις διὰ τὰς ἀποζημιώσεις ἐκ τῶν Νοεμβριανῶν καλοῦνται ὅπως προσέλθουν εἰς τὸ Ὑπουργεῖον τῶν Οἰκονομικῶν πρὸς παραλαβὴν τῶν σχετικῶν ἐνταλμάτων. <box>38 1335 276 1424</box>
section-divider <box>818 1489 1110 1491</box>
ad-title: ΤΟ ΚΑΤΑΣΤΗΜΑ ΑΠΟΙΚΙΑΚΩΝ ΑΓΓΕΛΟΥ ΑΔΑΜΟΠΟΥΛΟΥ <box>573 2024 803 2058</box>
article-columns <box>1126 171 1564 374</box>
listing: ΠΑΠΑΪΩΑΝΝΟΥ. «427 ἡμέραι τῆς Κλεισούρας». <box>292 1214 558 1243</box>
section-divider <box>818 1606 1110 1608</box>
section-divider <box>1126 1266 1564 1268</box>
ad-title: ΣΩΣΑΤΕ <box>818 1614 949 1649</box>
subheading: ΠΡΟΚΗΡΥΣΣΕΙ <box>645 1736 731 1750</box>
article-column <box>292 260 489 636</box>
article-text: —Συνῆλθε χθὲς ἡ ἐπιτροπὴ τῶν Καλῶν Τεχνῶν καὶ συνεζήτησε περὶ τῆς ἀποφάσεως τοῦ ἐκτοπισμοῦ τῶν ἔργων ἐκ τοῦ Πολυτεχνείου. Αἱ ἐργασίαι ἤρχισαν ἤδη καὶ θὰ διαρκέσουν μέχρι τοῦ τέλους τοῦ μηνὸς ὑπὸ τὴν ἐποπτείαν τοῦ Ὑπουργείου. <box>38 919 276 1023</box>
article-columns <box>1126 695 1564 868</box>
article-text: —Ἀγόμενος χθὲς ὑπὸ τοῦ κ. Πουλῆ τῆς ναυτικῆς ὑπηρεσίας εἰς τὸν Πειραιᾶ διὰ τὴν μετάθεσιν τῶν ὑπαλλήλων. <box>38 236 276 280</box>
article-text: Ὑψηλαὶ τῶν αὐστριακῶν δυνάμεων ὑπέστησαν σοβαρὰς ἀπωλείας παρὰ τὸ Καστανιέτο. <box>1350 1196 1564 1240</box>
article-column <box>1350 171 1564 374</box>
ad-title: ΑΣΦΑΛΕΙΑΙ ΠΟΛΕΜΟΥ ΚΑΙ ΘΑΛΑΣΣΗΣ <box>584 1934 791 1976</box>
page-number: Σελίς 2 <box>38 33 101 51</box>
left-column <box>38 68 276 2264</box>
article-text: Τὸ πῦρ ἐπεκτάθη μέχρι τῆς θαλάσσης καὶ κατέστρεψε τὰ ξενοδοχεῖα καὶ τὰ μεγάλα ἐμπορικὰ καταστήματα τῆς παραλίας. Αἱ ζημίαι ὑπολογίζονται εἰς πολλὰ ἑκατομμύρια. <box>292 478 489 582</box>
article-text: —Χθὲς κατηγγέλθησαν ὑπὸ τῆς ἀστυνομίας οἱ ἀκόλουθοι πωληταὶ διὰ αἰσχροκέρδειαν: Α. Κρητικός, Δ. Θεοδώρου, Γ. Καλογερόπουλος καὶ Σ. Κοσμᾶς, οἵτινες ἐπώλουν ἄρτον εἰς ὑπερβολικὰς τιμάς. <box>38 809 276 898</box>
article-text: Τὰ ἐπὶ τόπου στρατιωτικὰ τμήματα ἐβοήθησαν εἰς τὴν κατάσβεσιν. <box>292 587 489 631</box>
article-text: —Ἡ μεγάλη τοῦ Δήμου Πειραιῶς ἐπιτροπὴ ἀπεφάσισε τὴν ἀνέγερσιν περιπτέρων διὰ τοὺς παθόντας ἐκ τοῦ σεισμοῦ. Ὅλη ἡ δαπάνη θὰ καλυφθῇ ἐκ τῶν εἰσφορῶν. <box>38 554 276 628</box>
subheading: Η ΡΩΣΣΙΚΗ ΕΠΑΝΑΣΤΑΣΙΣ <box>38 383 192 397</box>
article-text: Μετὰ τὴν ἀναχώρησιν τῶν εἰς Θεσσαλονίκην ὑπουργῶν ἀποφασίσθη ἡ χορήγησις ἐκτάκτων πιστώσεων. Ὁ Ὑπουργὸς τῶν Οἰκονομικῶν ἔλαβε μέτρα διὰ τὴν ταχεῖαν ἀποστολὴν χρημάτων. Ἐπίσης διετάχθη ἡ ἐπίταξις ὅλων τῶν διαθεσίμων οἰκημάτων πρὸς στέγασιν τῶν παθόντων. Θὰ ἀποσταλῶσι καὶ ἰατροὶ μετὰ φαρμάκων. <box>1126 171 1340 335</box>
subheadline: 80,000 ΑΣΤΕΓΟΙ ΕΚΑΤΟΜΜΥΡΙΑ ΑΙ ΖΗΜΙΑΙ <box>355 166 1047 252</box>
article-text: Αἱ χθὲς τὸ ἑσπέρας ληφθεῖσαι λεπτομέρειαι περὶ τῆς καταστρεπτικῆς πυρκαϊᾶς τῆς Θεσσαλονίκης <box>292 260 489 319</box>
